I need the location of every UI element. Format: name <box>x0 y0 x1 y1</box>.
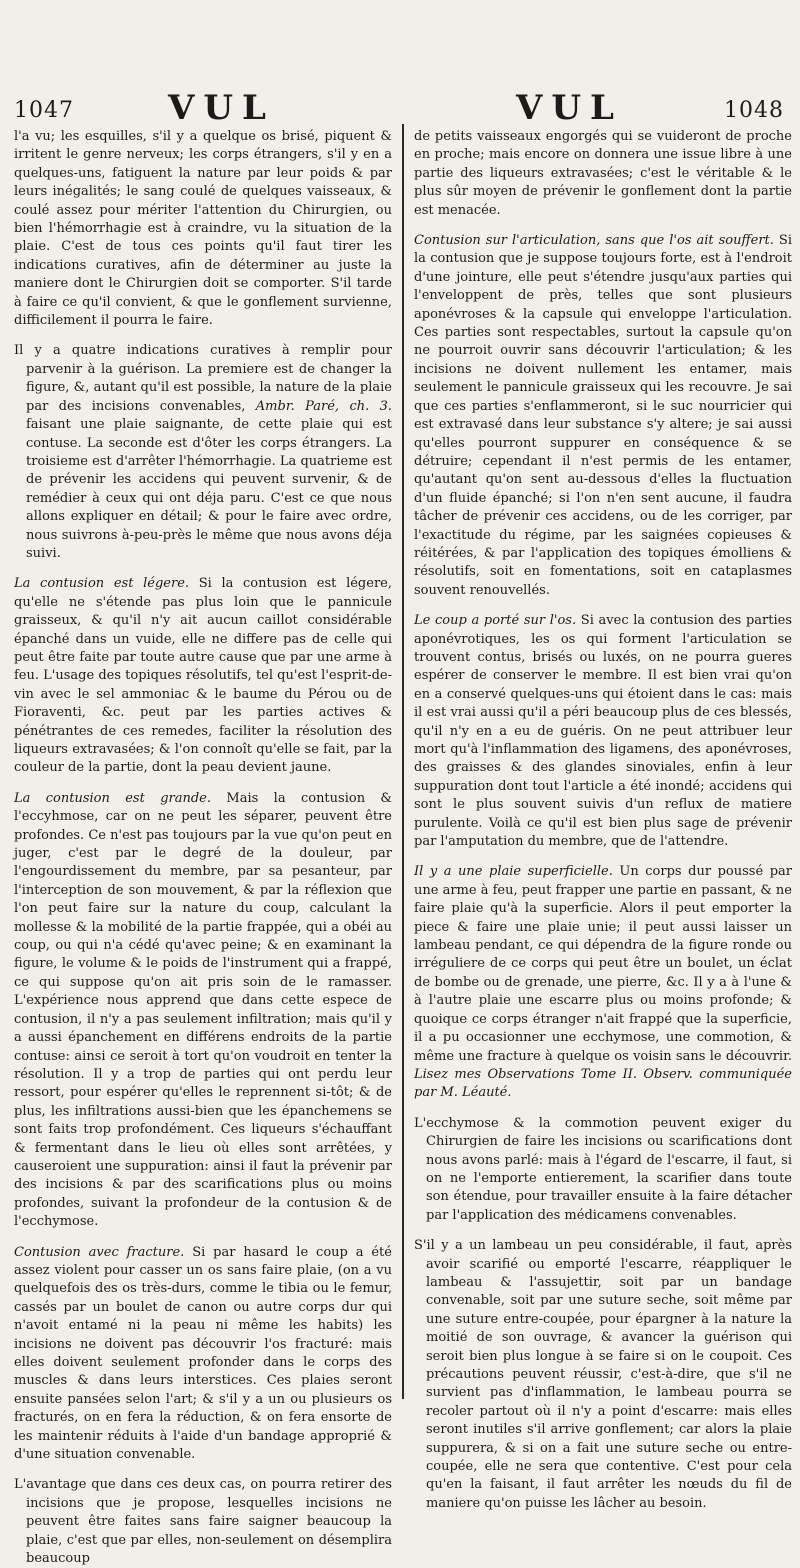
column-divider <box>402 124 404 1399</box>
section-heading: La contusion est légere. <box>14 576 190 592</box>
paragraph: Il y a une plaie superficielle. Un corps dur poussé par une arme à feu, peut frapper une partie en passant, & ne faire plaie qu'à la superficie. Alors il peut emporter la piece & faire une plaie unie; il peut aussi laisser un lambeau pendant, ce qui dépendra de la figure ronde ou irréguliere de ce corps qui peut être un boulet, un éclat de bombe ou de grenade, une pierre, &c. Il y a à l'une & à l'autre plaie une escarre plus ou moins profonde; & quoique ce corps étranger n'ait frappé que la superficie, il a pu occasionner une ecchymose, une commotion, & même une fracture à quelque os voisin sans le découvrir. Lisez mes Observations Tome II. Observ. communiquée par M. Léauté. <box>414 864 792 1101</box>
section-heading: La contusion est grande. <box>14 790 212 806</box>
running-head-left: VUL <box>168 88 275 128</box>
paragraph: L'avantage que dans ces deux cas, on pourra retirer des incisions que je propose, lesquelles incisions ne peuvent être faites sans faire saigner beaucoup la plaie, c'est que par elles, non-seulement on désemplira beaucoup <box>14 1477 392 1567</box>
page-header <box>0 88 800 128</box>
paragraph: Contusion sur l'articulation, sans que l'os ait souffert. Si la contusion que je suppose toujours forte, est à l'endroit d'une jointure, elle peut s'étendre jusqu'aux parties qui l'enveloppent de près, telles que sont plusieurs aponévroses & la capsule qui enveloppe l'articulation. Ces parties sont respectables, surtout la capsule qu'on ne pourroit ouvrir sans découvrir l'articulation; & les incisions ne doivent nullement les entamer, mais seulement le pannicule graisseux qui les recouvre. Je sai que ces parties s'enflammeront, si le suc nourricier qui est extravasé dans leur substance s'y altere; je sai aussi qu'elles pourront suppurer en conséquence & se détruire; cependant il n'est permis de les entamer, qu'autant qu'on sent au-dessous d'elles la fluctuation d'un fluide épanché; si l'on n'en sent aucune, il faudra tâcher de prévenir ces accidens, ou de les corriger, par l'exactitude du régime, par les saignées copieuses & réitérées, & par l'application des topiques émolliens & résolutifs, soit en fomentations, soit en cataplasmes souvent renouvellés. <box>414 233 792 598</box>
paragraph: Il y a quatre indications curatives à remplir pour parvenir à la guérison. La premiere est de changer la figure, &, autant qu'il est possible, la nature de la plaie par des incisions convenables, Ambr. Paré, ch. 3. faisant une plaie saignante, de cette plaie qui est contuse. La seconde est d'ôter les corps étrangers. La troisieme est d'arrêter l'hémorrhagie. La quatrieme est de prévenir les accidens qui peuvent survenir, & de remédier à ceux qui ont déja paru. C'est ce que nous allons expliquer en détail; & pour le faire avec ordre, nous suivrons à-peu-près le même que nous avons déja suivi. <box>14 343 393 561</box>
reference: Ambr. Paré, ch. 3. <box>255 398 393 414</box>
paragraph: S'il y a un lambeau un peu considérable, il faut, après avoir scarifié ou emporté l'escarre, réappliquer le lambeau & l'assujettir, soit par un bandage convenable, soit par une suture seche, soit même par une suture entre-coupée, pour épargner à la nature la moitié de son ouvrage, & avancer la guérison qui seroit bien plus longue à se faire si on le coupoit. Ces précautions peuvent réussir, c'est-à-dire, que s'il ne survient pas d'inflammation, le lambeau pourra se recoler partout où il n'y a point d'escarre: mais elles seront inutiles s'il arrive gonflement; car alors la plaie suppurera, & si on a fait une suture seche ou entre-coupée, elle ne sera que contentive. C'est pour cela qu'en la faisant, il faut arrêter les nœuds du fil de maniere qu'on puisse les lâcher au besoin. <box>414 1238 792 1511</box>
paragraph: Contusion avec fracture. Si par hasard le coup a été assez violent pour casser un os sans faire plaie, (on a vu quelquefois des os très-durs, comme le tibia ou le femur, cassés par un boulet de canon ou autre corps dur qui n'avoit entamé ni la peau ni même les habits) les incisions ne doivent pas découvrir l'os fracturé: mais elles doivent seulement profonder dans le corps des muscles & dans leurs interstices. Ces plaies seront ensuite pansées selon l'art; & s'il y a un ou plusieurs os fracturés, on en fera la réduction, & on fera ensorte de les maintenir réduits à l'aide d'un bandage approprié & d'une situation convenable. <box>14 1244 392 1463</box>
paragraph: Le coup a porté sur l'os. Si avec la contusion des parties aponévrotiques, les os qui forment l'articulation se trouvent contus, brisés ou luxés, on ne pourra gueres espérer de conserver le membre. Il est bien vrai qu'on en a conservé quelques-uns qui étoient dans le cas: mais il est vrai aussi qu'il a péri beaucoup plus de ces blessés, qu'il n'y en a eu de guéris. On ne peut attribuer leur mort qu'à l'inflammation des ligamens, des aponévroses, des graisses & des glandes sinoviales, enfin à leur suppuration dont tout l'article a été inondé; accidens qui sont le plus souvent suivis d'un reflux de matiere purulente. Voilà ce qu'il est bien plus sage de prévenir par l'amputation du membre, que de l'attendre. <box>414 613 792 850</box>
section-heading: Il y a une plaie superficielle. <box>414 864 613 880</box>
section-heading: Le coup a porté sur l'os. <box>414 613 577 629</box>
paragraph: L'ecchymose & la commotion peuvent exiger du Chirurgien de faire les incisions ou scarifications dont nous avons parlé: mais à l'égard de l'escarre, il faut, si on ne l'emporte entierement, la scarifier dans toute son étendue, pour travailler ensuite à la faire détacher par l'application des médicamens convenables. <box>414 1115 792 1223</box>
reference: Lisez mes Observations Tome II. Observ. communiquée par M. Léauté. <box>414 1066 792 1101</box>
paragraph: La contusion est grande. Mais la contusion & l'eccyhmose, car on ne peut les séparer, peuvent être profondes. Ce n'est pas toujours par la vue qu'on peut en juger, c'est par le degré de la douleur, par l'engourdissement du membre, par sa pesanteur, par l'interception de son mouvement, & par la réflexion que l'on peut faire sur la nature du coup, calculant la mollesse & la mobilité de la partie frappée, qui a obéi au coup, ou qui n'a cédé qu'avec peine; & en examinant la figure, le volume & le poids de l'instrument qui a frappé, ce qui suppose qu'on ait pris soin de le ramasser. L'expérience nous apprend que dans cette espece de contusion, il n'y a pas seulement infiltration; mais qu'il y a aussi épanchement en différens endroits de la partie contuse: ainsi ce seroit à tort qu'on voudroit en tenter la résolution. Il y a trop de parties qui ont perdu leur ressort, pour espérer qu'elles le reprennent si-tôt; & de plus, les infiltrations aussi-bien que les épanchemens se sont faits trop profondément. Ces liqueurs s'échauffant & fermentant dans le lieu où elles sont arrêtées, y causeroient une suppuration: ainsi il faut la prévenir par des incisions & par des scarifications plus ou moins profondes, suivant la profondeur de la contusion & de l'ecchymose. <box>14 790 393 1230</box>
running-head-right: VUL <box>516 88 623 128</box>
page-number-right: 1048 <box>724 98 784 123</box>
page-number-left: 1047 <box>14 98 74 123</box>
paragraph: La contusion est légere. Si la contusion est légere, qu'elle ne s'étende pas plus loin que le pannicule graisseux, & qu'il n'y ait aucun caillot considérable épanché dans un vuide, elle ne differe pas de celle qui peut être faite par toute autre cause que par une arme à feu. L'usage des topiques résolutifs, tel qu'est l'esprit-de-vin avec le sel ammoniac & le baume du Pérou ou de Fioraventi, &c. peut par les parties actives & pénétrantes de ces remedes, faciliter la résolution des liqueurs extravasées; & l'on connoît qu'elle se fait, par la couleur de la partie, dont la peau devient jaune. <box>14 576 392 776</box>
right-column <box>414 128 792 1511</box>
left-column <box>14 128 393 1567</box>
paragraph: de petits vaisseaux engorgés qui se vuideront de proche en proche; mais encore on donnera une issue libre à une partie des liqueurs extravasées; c'est le véritable & le plus sûr moyen de prévenir le gonflement dont la partie est menacée. <box>414 129 792 218</box>
paragraph: l'a vu; les esquilles, s'il y a quelque os brisé, piquent & irritent le genre nerveux; les corps étrangers, s'il y en a quelques-uns, fatiguent la nature par leur poids & par leurs inégalités; le sang coulé de quelques vaisseaux, & coulé assez pour mériter l'attention du Chirurgien, ou bien l'hémorrhagie est à craindre, vu la situation de la plaie. C'est de tous ces points qu'il faut tirer les indications curatives, afin de déterminer au juste la maniere dont le Chirurgien doit se comporter. S'il tarde à faire ce qu'il convient, & que le gonflement survienne, difficilement il pourra le faire. <box>14 129 392 329</box>
section-heading: Contusion sur l'articulation, sans que l'os ait souffert. <box>414 233 774 249</box>
section-heading: Contusion avec fracture. <box>14 1244 185 1260</box>
